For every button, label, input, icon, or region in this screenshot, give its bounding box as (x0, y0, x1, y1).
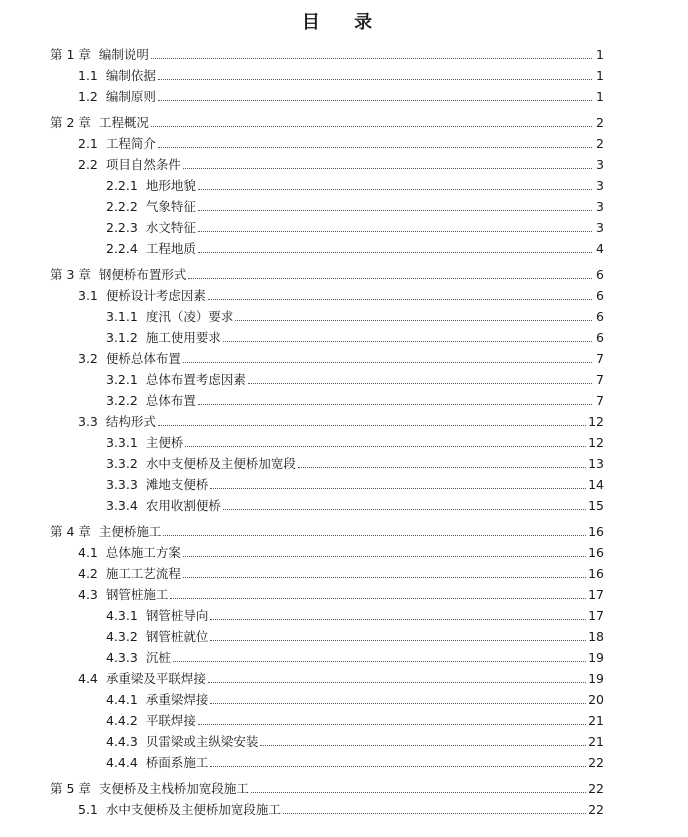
toc-entry[interactable] (78, 668, 604, 688)
entry-label: 总体布置 (145, 393, 196, 408)
entry-label: 总体布置考虑因素 (145, 372, 246, 387)
page-number: 3 (596, 220, 604, 235)
entry-number: 4.4.1 (106, 692, 138, 707)
dot-leader (208, 298, 592, 300)
dot-leader (158, 99, 592, 101)
toc-entry[interactable] (78, 285, 604, 305)
dot-leader (188, 277, 592, 279)
entry-number: 2.2.2 (106, 199, 138, 214)
entry-number: 3.3.3 (106, 477, 138, 492)
page-number: 13 (588, 456, 604, 471)
toc-entry[interactable] (106, 626, 604, 646)
toc-entry[interactable] (78, 584, 604, 604)
entry-number: 3.2.2 (106, 393, 138, 408)
toc-entry[interactable] (78, 348, 604, 368)
page-number: 22 (588, 755, 604, 770)
toc-entry[interactable] (78, 563, 604, 583)
entry-number: 4.4.2 (106, 713, 138, 728)
dot-leader (198, 251, 592, 253)
dot-leader (198, 188, 592, 190)
toc-entry[interactable] (106, 390, 604, 410)
page-number: 21 (588, 734, 604, 749)
entry-label: 沉桩 (145, 650, 171, 665)
page-number: 1 (596, 89, 604, 104)
page-number: 14 (588, 477, 604, 492)
page-number: 15 (588, 498, 604, 513)
toc-entry[interactable] (106, 453, 604, 473)
dot-leader (183, 576, 586, 578)
toc-chapter-entry[interactable] (50, 112, 604, 132)
entry-number: 4.4.3 (106, 734, 138, 749)
page-number: 17 (588, 587, 604, 602)
page-number: 12 (588, 435, 604, 450)
toc-entry[interactable] (106, 495, 604, 515)
toc-entry[interactable] (106, 432, 604, 452)
page-number: 20 (588, 692, 604, 707)
entry-number: 4.3.1 (106, 608, 138, 623)
entry-label: 钢管桩施工 (105, 587, 169, 602)
page-number: 6 (596, 309, 604, 324)
page-number: 16 (588, 524, 604, 539)
entry-number: 4.4.4 (106, 755, 138, 770)
entry-label: 度汛（凌）要求 (145, 309, 234, 324)
toc-entry[interactable] (78, 133, 604, 153)
toc-entry[interactable] (106, 752, 604, 772)
page-number: 22 (588, 802, 604, 817)
entry-number: 5.1 (78, 802, 98, 817)
entry-label: 钢管桩导向 (145, 608, 209, 623)
toc-entry[interactable] (78, 411, 604, 431)
page-number: 1 (596, 47, 604, 62)
toc-entry[interactable] (106, 731, 604, 751)
entry-label: 滩地支便桥 (145, 477, 209, 492)
page-number: 19 (588, 671, 604, 686)
page-number: 3 (596, 199, 604, 214)
entry-label: 编制原则 (105, 89, 156, 104)
dot-leader (183, 167, 592, 169)
entry-label: 便桥总体布置 (105, 351, 181, 366)
entry-number: 4.4 (78, 671, 98, 686)
entry-number: 第 5 章 (50, 781, 91, 796)
entry-number: 第 4 章 (50, 524, 91, 539)
dot-leader (210, 618, 586, 620)
entry-label: 施工使用要求 (145, 330, 221, 345)
dot-leader (158, 146, 592, 148)
toc-entry[interactable] (106, 196, 604, 216)
page-number: 3 (596, 178, 604, 193)
page-number: 12 (588, 414, 604, 429)
dot-leader (208, 681, 586, 683)
page-number: 22 (588, 781, 604, 796)
toc-entry[interactable] (106, 306, 604, 326)
page-number: 6 (596, 330, 604, 345)
entry-number: 3.3.1 (106, 435, 138, 450)
dot-leader (283, 812, 586, 814)
dot-leader (158, 424, 586, 426)
entry-number: 第 1 章 (50, 47, 91, 62)
entry-number: 4.1 (78, 545, 98, 560)
entry-number: 第 3 章 (50, 267, 91, 282)
toc-entry[interactable] (106, 710, 604, 730)
toc-entry[interactable] (106, 175, 604, 195)
toc-entry[interactable] (106, 327, 604, 347)
dot-leader (170, 597, 586, 599)
page-number: 19 (588, 650, 604, 665)
toc-entry[interactable] (106, 647, 604, 667)
dot-leader (163, 534, 586, 536)
entry-label: 施工工艺流程 (105, 566, 181, 581)
toc-chapter-entry[interactable] (50, 778, 604, 798)
dot-leader (183, 555, 586, 557)
entry-label: 承重梁及平联焊接 (105, 671, 206, 686)
page-number: 2 (596, 115, 604, 130)
entry-number: 3.1 (78, 288, 98, 303)
toc-entry[interactable] (78, 86, 604, 106)
toc-title: 目 录 (301, 12, 387, 33)
entry-number: 第 2 章 (50, 115, 91, 130)
entry-number: 2.2.3 (106, 220, 138, 235)
entry-number: 3.3.4 (106, 498, 138, 513)
dot-leader (235, 319, 592, 321)
page-number: 6 (596, 267, 604, 282)
dot-leader (173, 660, 586, 662)
dot-leader (210, 765, 586, 767)
toc-entry[interactable] (78, 542, 604, 562)
dot-leader (198, 403, 592, 405)
entry-label: 工程简介 (105, 136, 156, 151)
entry-label: 贝雷梁或主纵梁安装 (145, 734, 259, 749)
dot-leader (260, 744, 586, 746)
entry-number: 3.2 (78, 351, 98, 366)
dot-leader (248, 382, 592, 384)
entry-label: 结构形式 (105, 414, 156, 429)
page-number: 21 (588, 713, 604, 728)
dot-leader (223, 508, 586, 510)
dot-leader (251, 791, 586, 793)
entry-number: 3.1.1 (106, 309, 138, 324)
dot-leader (158, 78, 592, 80)
entry-label: 便桥设计考虑因素 (105, 288, 206, 303)
page-number: 17 (588, 608, 604, 623)
dot-leader (185, 445, 586, 447)
entry-number: 4.3.3 (106, 650, 138, 665)
entry-label: 编制说明 (98, 47, 149, 62)
page-number: 18 (588, 629, 604, 644)
toc-entry[interactable] (106, 369, 604, 389)
dot-leader (298, 466, 586, 468)
entry-number: 1.1 (78, 68, 98, 83)
entry-number: 3.1.2 (106, 330, 138, 345)
page-number: 7 (596, 372, 604, 387)
toc-chapter-entry[interactable] (50, 44, 604, 64)
dot-leader (183, 361, 592, 363)
toc-entry[interactable] (106, 238, 604, 258)
dot-leader (151, 125, 592, 127)
entry-label: 工程地质 (145, 241, 196, 256)
entry-label: 农用收割便桥 (145, 498, 221, 513)
dot-leader (151, 57, 592, 59)
entry-label: 钢管桩就位 (145, 629, 209, 644)
entry-label: 编制依据 (105, 68, 156, 83)
page-number: 2 (596, 136, 604, 151)
entry-label: 平联焊接 (145, 713, 196, 728)
entry-number: 3.2.1 (106, 372, 138, 387)
entry-label: 工程概况 (98, 115, 149, 130)
entry-label: 支便桥及主栈桥加宽段施工 (98, 781, 249, 796)
toc-entry[interactable] (106, 689, 604, 709)
entry-label: 桥面系施工 (145, 755, 209, 770)
entry-label: 项目自然条件 (105, 157, 181, 172)
page-number: 1 (596, 68, 604, 83)
toc-entry[interactable] (106, 605, 604, 625)
entry-number: 4.3.2 (106, 629, 138, 644)
toc-entry[interactable] (78, 65, 604, 85)
toc-chapter-entry[interactable] (50, 521, 604, 541)
entry-number: 2.2 (78, 157, 98, 172)
entry-number: 4.3 (78, 587, 98, 602)
page-number: 7 (596, 393, 604, 408)
page-number: 6 (596, 288, 604, 303)
toc-entry[interactable] (106, 474, 604, 494)
dot-leader (223, 340, 592, 342)
dot-leader (198, 230, 592, 232)
entry-label: 气象特征 (145, 199, 196, 214)
entry-number: 4.2 (78, 566, 98, 581)
page-number: 7 (596, 351, 604, 366)
page-number: 3 (596, 157, 604, 172)
entry-label: 主便桥施工 (98, 524, 162, 539)
dot-leader (198, 723, 586, 725)
entry-number: 2.1 (78, 136, 98, 151)
entry-label: 钢便桥布置形式 (98, 267, 187, 282)
toc-entry[interactable] (106, 217, 604, 237)
dot-leader (210, 639, 586, 641)
toc-entry[interactable] (78, 154, 604, 174)
entry-number: 2.2.1 (106, 178, 138, 193)
entry-label: 地形地貌 (145, 178, 196, 193)
dot-leader (210, 702, 586, 704)
page-number: 16 (588, 545, 604, 560)
entry-label: 水中支便桥及主便桥加宽段施工 (105, 802, 281, 817)
toc-chapter-entry[interactable] (50, 264, 604, 284)
entry-label: 水文特征 (145, 220, 196, 235)
entry-number: 3.3.2 (106, 456, 138, 471)
entry-label: 承重梁焊接 (145, 692, 209, 707)
entry-number: 3.3 (78, 414, 98, 429)
entry-label: 水中支便桥及主便桥加宽段 (145, 456, 296, 471)
entry-number: 2.2.4 (106, 241, 138, 256)
entry-number: 1.2 (78, 89, 98, 104)
entry-label: 总体施工方案 (105, 545, 181, 560)
toc-entry[interactable] (78, 799, 604, 819)
page-number: 16 (588, 566, 604, 581)
dot-leader (198, 209, 592, 211)
page-number: 4 (596, 241, 604, 256)
entry-label: 主便桥 (145, 435, 184, 450)
dot-leader (210, 487, 586, 489)
